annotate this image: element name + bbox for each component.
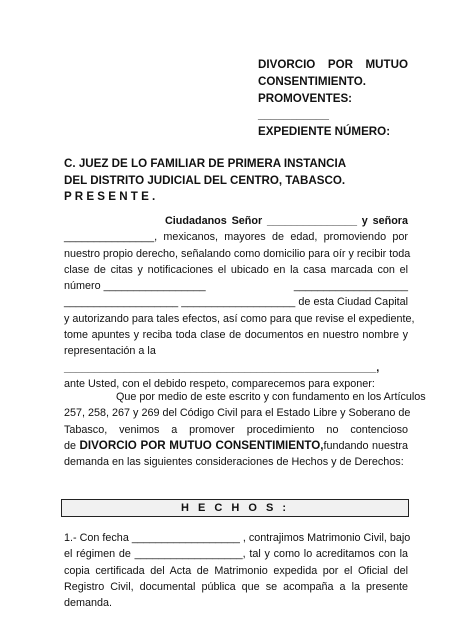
paragraph-promoventes	[64, 213, 415, 392]
paragraph1-line8: tome apuntes y reciba toda clase de documentos en nuestro nombre y	[64, 329, 408, 342]
paragraph1-line2: _______________, mexicanos, mayores de edad, promoviendo por	[64, 231, 408, 244]
paragraph2-line2: 257, 258, 267 y 269 del Código Civil para el Estado Libre y Soberano de	[64, 407, 411, 420]
hecho1-line4: Registro Civil, documental pública que se acompaña a la presente	[64, 580, 408, 593]
promoventes-blank: ___________	[258, 108, 329, 122]
paragraph2-line4-post: fundando nuestra	[323, 439, 409, 452]
addressee-line3: P R E S E N T E .	[64, 190, 156, 204]
promoventes-label: PROMOVENTES:	[258, 91, 353, 105]
paragraph1-numero-blank: ___________________	[293, 280, 408, 293]
hecho1-line5: demanda.	[64, 597, 113, 610]
hechos-heading: H E C H O S :	[61, 499, 409, 517]
hecho1-line1: 1.- Con fecha __________________ , contrajimos Matrimonio Civil, bajo	[64, 532, 411, 544]
hecho1-line3: copia certificada del Acta de Matrimonio expedida por el Oficial del	[64, 564, 408, 577]
paragraph1-line9: representación a la	[64, 345, 156, 358]
addressee-line2: DEL DISTRITO JUDICIAL DEL CENTRO, TABASCO.	[64, 173, 346, 187]
paragraph-fundamento	[64, 389, 426, 470]
addressee-line1: C. JUEZ DE LO FAMILIAR DE PRIMERA INSTANCIA	[64, 157, 347, 170]
paragraph1-line10: ____________________________________________________,	[64, 361, 380, 374]
case-type-line1: DIVORCIO POR MUTUO	[258, 58, 408, 71]
paragraph2-line4-pre: de	[64, 439, 80, 452]
case-header	[258, 57, 408, 141]
paragraph2-line4-bold: DIVORCIO POR MUTUO CONSENTIMIENTO,	[79, 438, 324, 452]
paragraph1-line6: ___________________ ___________________ de esta Ciudad Capital	[64, 296, 408, 309]
addressee-block	[64, 156, 408, 206]
case-type-line2: CONSENTIMIENTO.	[258, 74, 367, 88]
expediente-label: EXPEDIENTE NÚMERO:	[258, 125, 391, 139]
paragraph2-line3: Tabasco, venimos a promover procedimiento no contencioso	[64, 423, 408, 436]
paragraph2-line5: demanda en las siguientes consideraciones de Hechos y de Derechos:	[64, 456, 404, 469]
hecho-1	[64, 530, 411, 611]
paragraph1-line4: clase de citas y notificaciones el ubicado en la casa marcada con el	[64, 263, 408, 276]
paragraph1-line3: nuestro propio derecho, señalando como domicilio para oír y recibir toda	[64, 247, 411, 260]
paragraph1-numero: número _________________	[64, 280, 206, 293]
paragraph1-line5	[64, 278, 408, 294]
paragraph2-line4	[64, 438, 408, 454]
paragraph1-lead: Ciudadanos Señor _______________ y señora	[165, 215, 408, 227]
paragraph1-line11: ante Usted, con el debido respeto, comparecemos para exponer:	[64, 377, 375, 390]
paragraph1-line7: y autorizando para tales efectos, así como para que revise el expediente,	[64, 312, 415, 325]
paragraph2-line1: Que por medio de este escrito y con fundamento en los Artículos	[116, 391, 426, 403]
hecho1-line2: el régimen de __________________, tal y como lo acreditamos con la	[64, 548, 408, 561]
